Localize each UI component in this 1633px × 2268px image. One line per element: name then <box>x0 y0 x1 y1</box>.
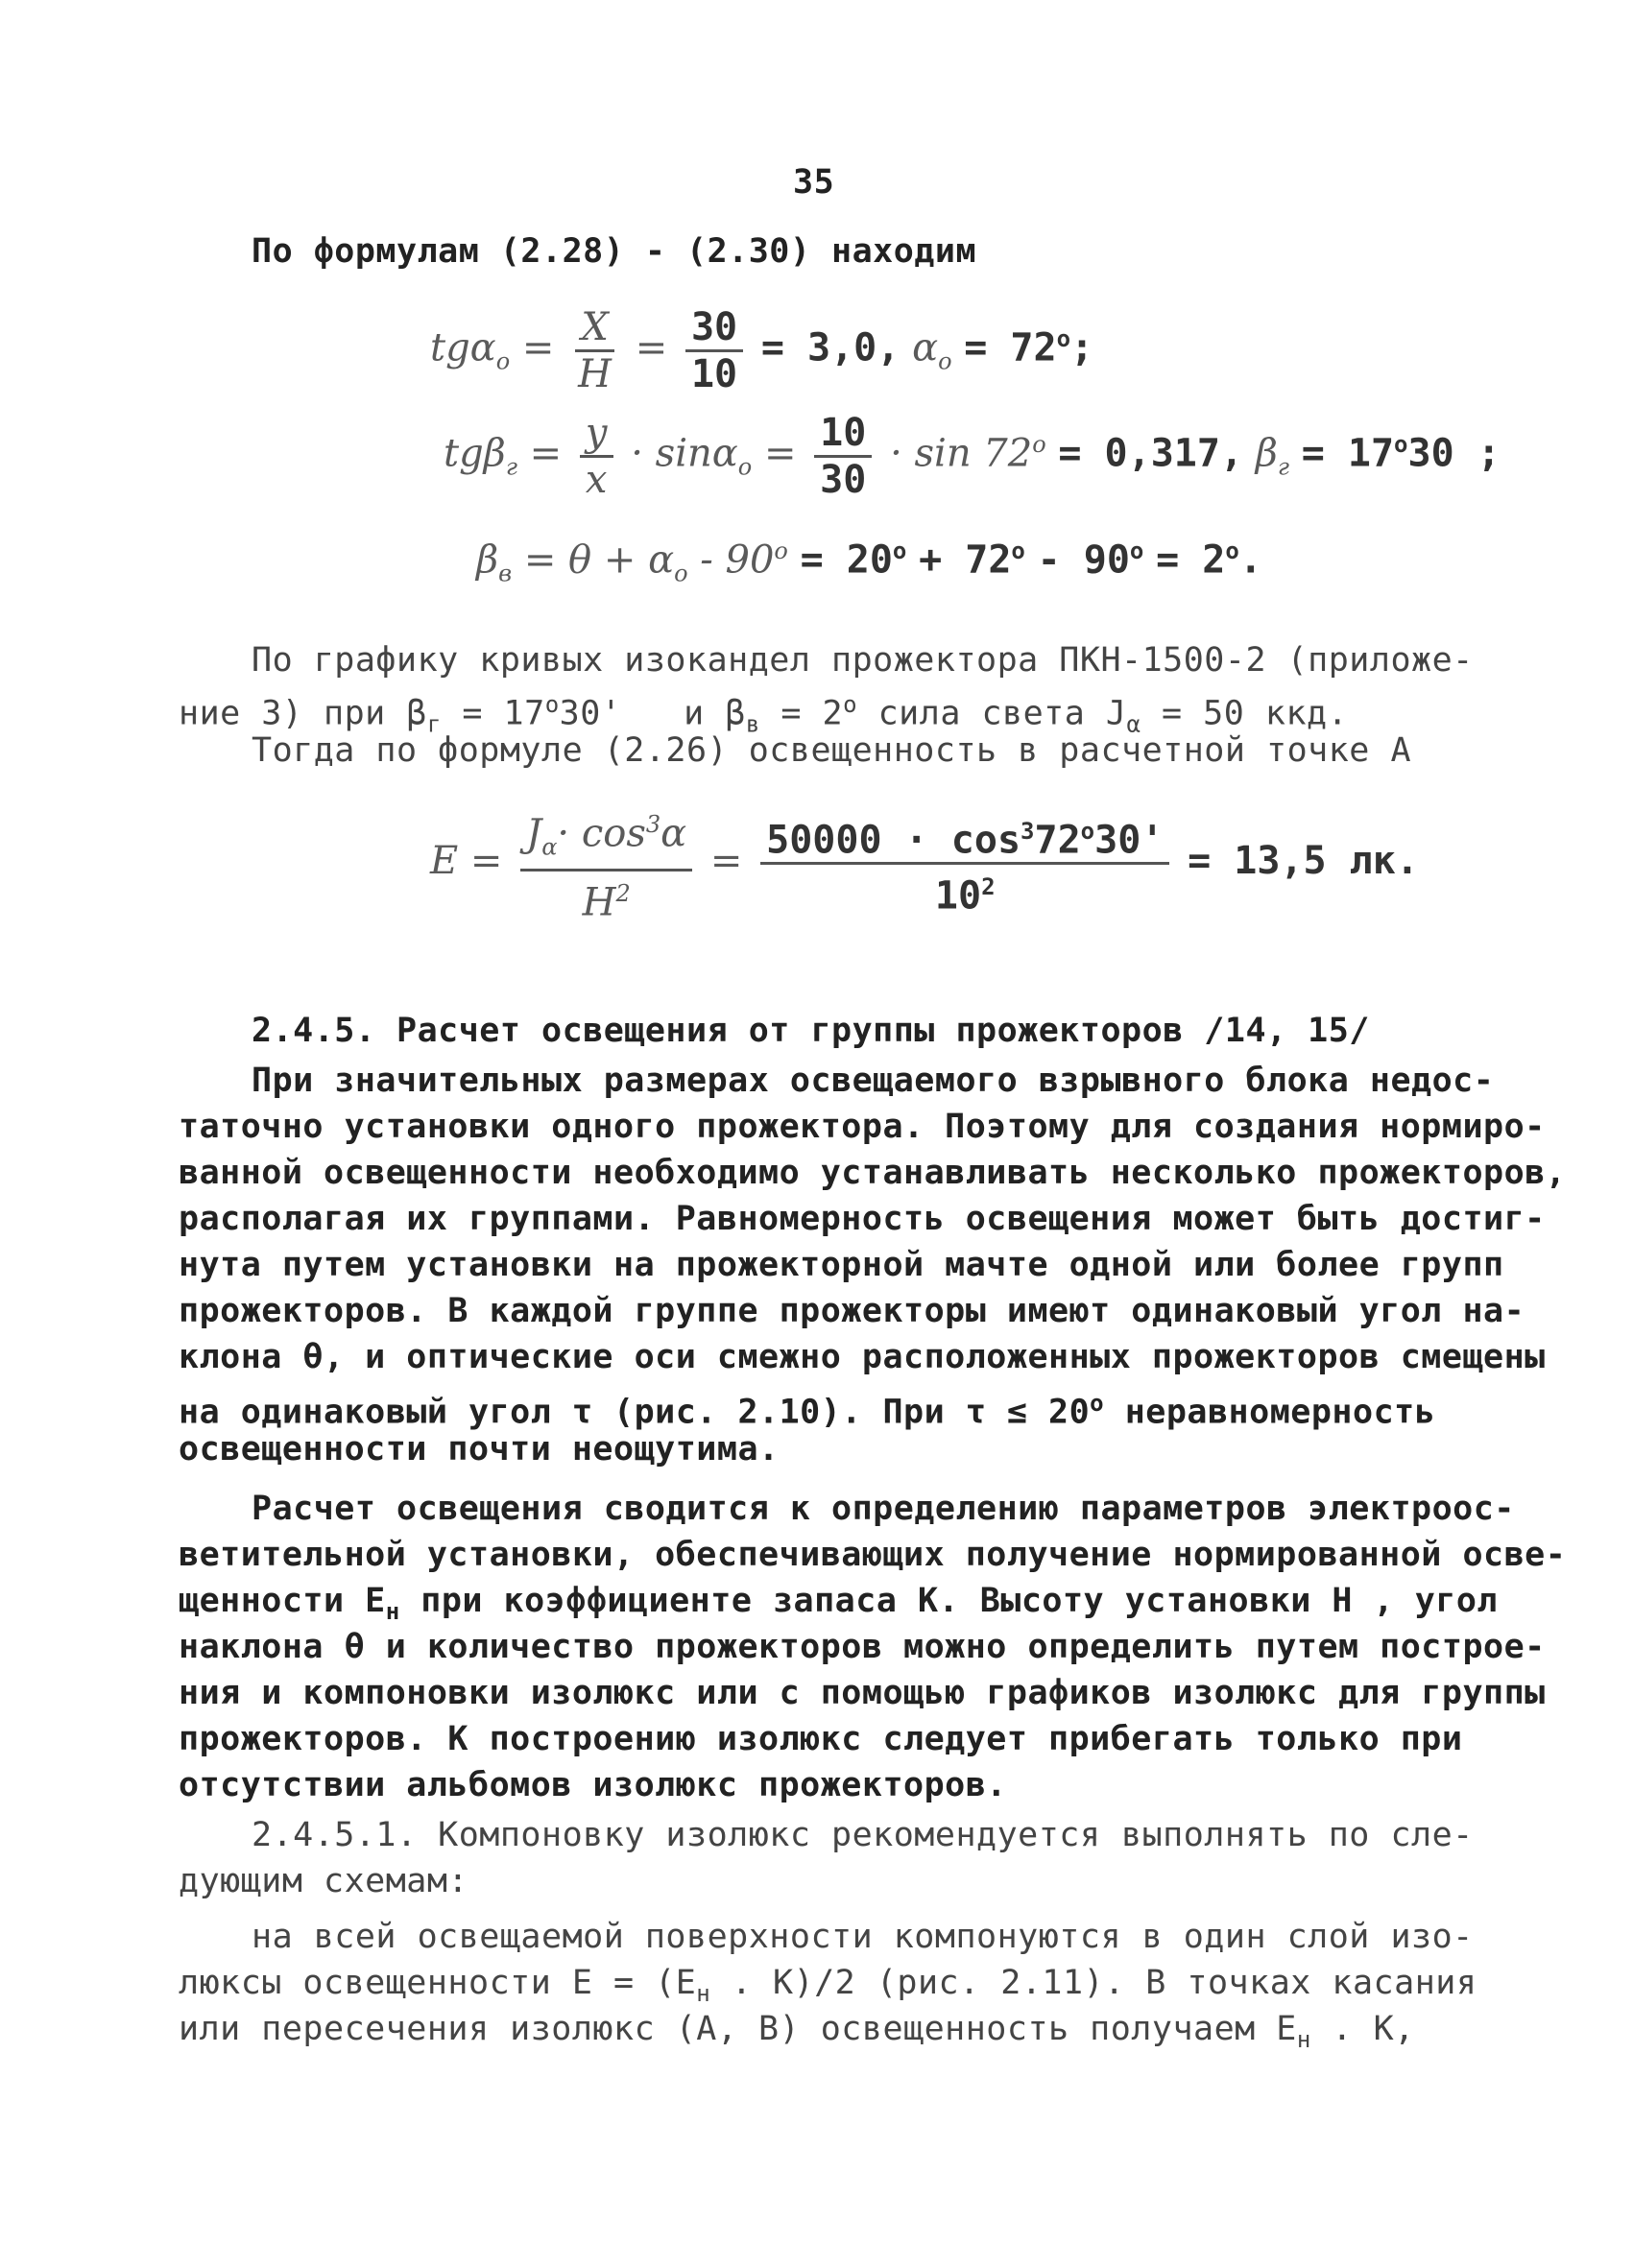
para3-line6: прожекторов. К построению изолюкс следует прибегать только при <box>179 1720 1463 1758</box>
para3-line3: щенности $Е_н$ при коэффициенте запаса К. Высоту установки H , угол <box>179 1582 1498 1625</box>
para2-line4: располагая их группами. Равномерность освещения может быть достиг- <box>179 1200 1546 1238</box>
para3-line5: ния и компоновки изолюкс или с помощью графиков изолюкс для группы <box>179 1674 1546 1712</box>
para2-line6: прожекторов. В каждой группе прожекторы имеют одинаковый угол на- <box>179 1292 1525 1330</box>
formula-tg-alpha: tgα$_o$ = $\frac{X}{H}$ = $\frac{30}{10}$ = 3,0, $\alpha_o = 72^o$; <box>430 305 1094 396</box>
para2-line5: нута путем установки на прожекторной мачте одной или более групп <box>179 1246 1504 1284</box>
para1-line3: Тогда по формуле (2.26) освещенность в расчетной точке А <box>252 731 1412 770</box>
para4-line2: дующим схемам: <box>179 1862 469 1900</box>
para1-line1: По графику кривых изокандел прожектора ПКН-1500-2 (приложе- <box>252 641 1474 680</box>
para5-line3: или пересечения изолюкс (А, В) освещенность получаем $Е_н$ . К, <box>179 2010 1415 2053</box>
para3-line2: ветительной установки, обеспечивающих получение нормированной осве- <box>179 1536 1567 1574</box>
formula-tg-beta: tgβ$_г$ = $\frac{y}{x}$ · sinα$_o$ = $\frac{10}{30}$ · sin 72$^o$ = 0,317, $\beta_г = 17^o30$ ; <box>444 411 1501 502</box>
para1-line2: ние 3) при $\beta_г = 17^o30'$ и $\beta_в = 2^o$ сила света $J_\alpha = 50$ ккд. <box>179 691 1349 738</box>
para3-line4: наклона θ и количество прожекторов можно определить путем построе- <box>179 1628 1546 1666</box>
para3-line7: отсутствии альбомов изолюкс прожекторов. <box>179 1766 1007 1804</box>
para5-line2: люксы освещенности $Е = (Е_н$ . К)/2 (рис. 2.11). В точках касания <box>179 1964 1477 2007</box>
para2-line2: таточно установки одного прожектора. Поэтому для создания нормиро- <box>179 1108 1546 1146</box>
page-number: 35 <box>793 163 835 202</box>
para2-line8: на одинаковый угол τ (рис. 2.10). При $\tau \le 20^o$ неравномерность <box>179 1390 1436 1432</box>
section-title: 2.4.5. Расчет освещения от группы прожекторов /14, 15/ <box>252 1012 1370 1050</box>
formula-beta-v: $\beta_в = \theta + \alpha_o - 90^o = 20^o + 72^o - 90^o = 2^o$. <box>476 537 1262 587</box>
para2-line1: При значительных размерах освещаемого взрывного блока недос- <box>252 1062 1495 1100</box>
para2-line7: клона θ, и оптические оси смежно расположенных прожекторов смещены <box>179 1338 1546 1376</box>
para2-line9: освещенности почти неощутима. <box>179 1430 780 1468</box>
intro-line: По формулам (2.28) - (2.30) находим <box>252 232 977 271</box>
para5-line1: на всей освещаемой поверхности компонуются в один слой изо- <box>252 1918 1474 1956</box>
para4-line1: 2.4.5.1. Компоновку изолюкс рекомендуется выполнять по сле- <box>252 1816 1474 1854</box>
para2-line3: ванной освещенности необходимо устанавливать несколько прожекторов, <box>179 1154 1567 1192</box>
para3-line1: Расчет освещения сводится к определению параметров электроос- <box>252 1490 1515 1528</box>
formula-illuminance: E = $\frac{J_\alpha\cdot \cos^3\alpha}{H^2}$ = $\frac{50000 \cdot \cos^372^o30'}{10^2}$ = 13,5 лк. <box>430 802 1419 925</box>
